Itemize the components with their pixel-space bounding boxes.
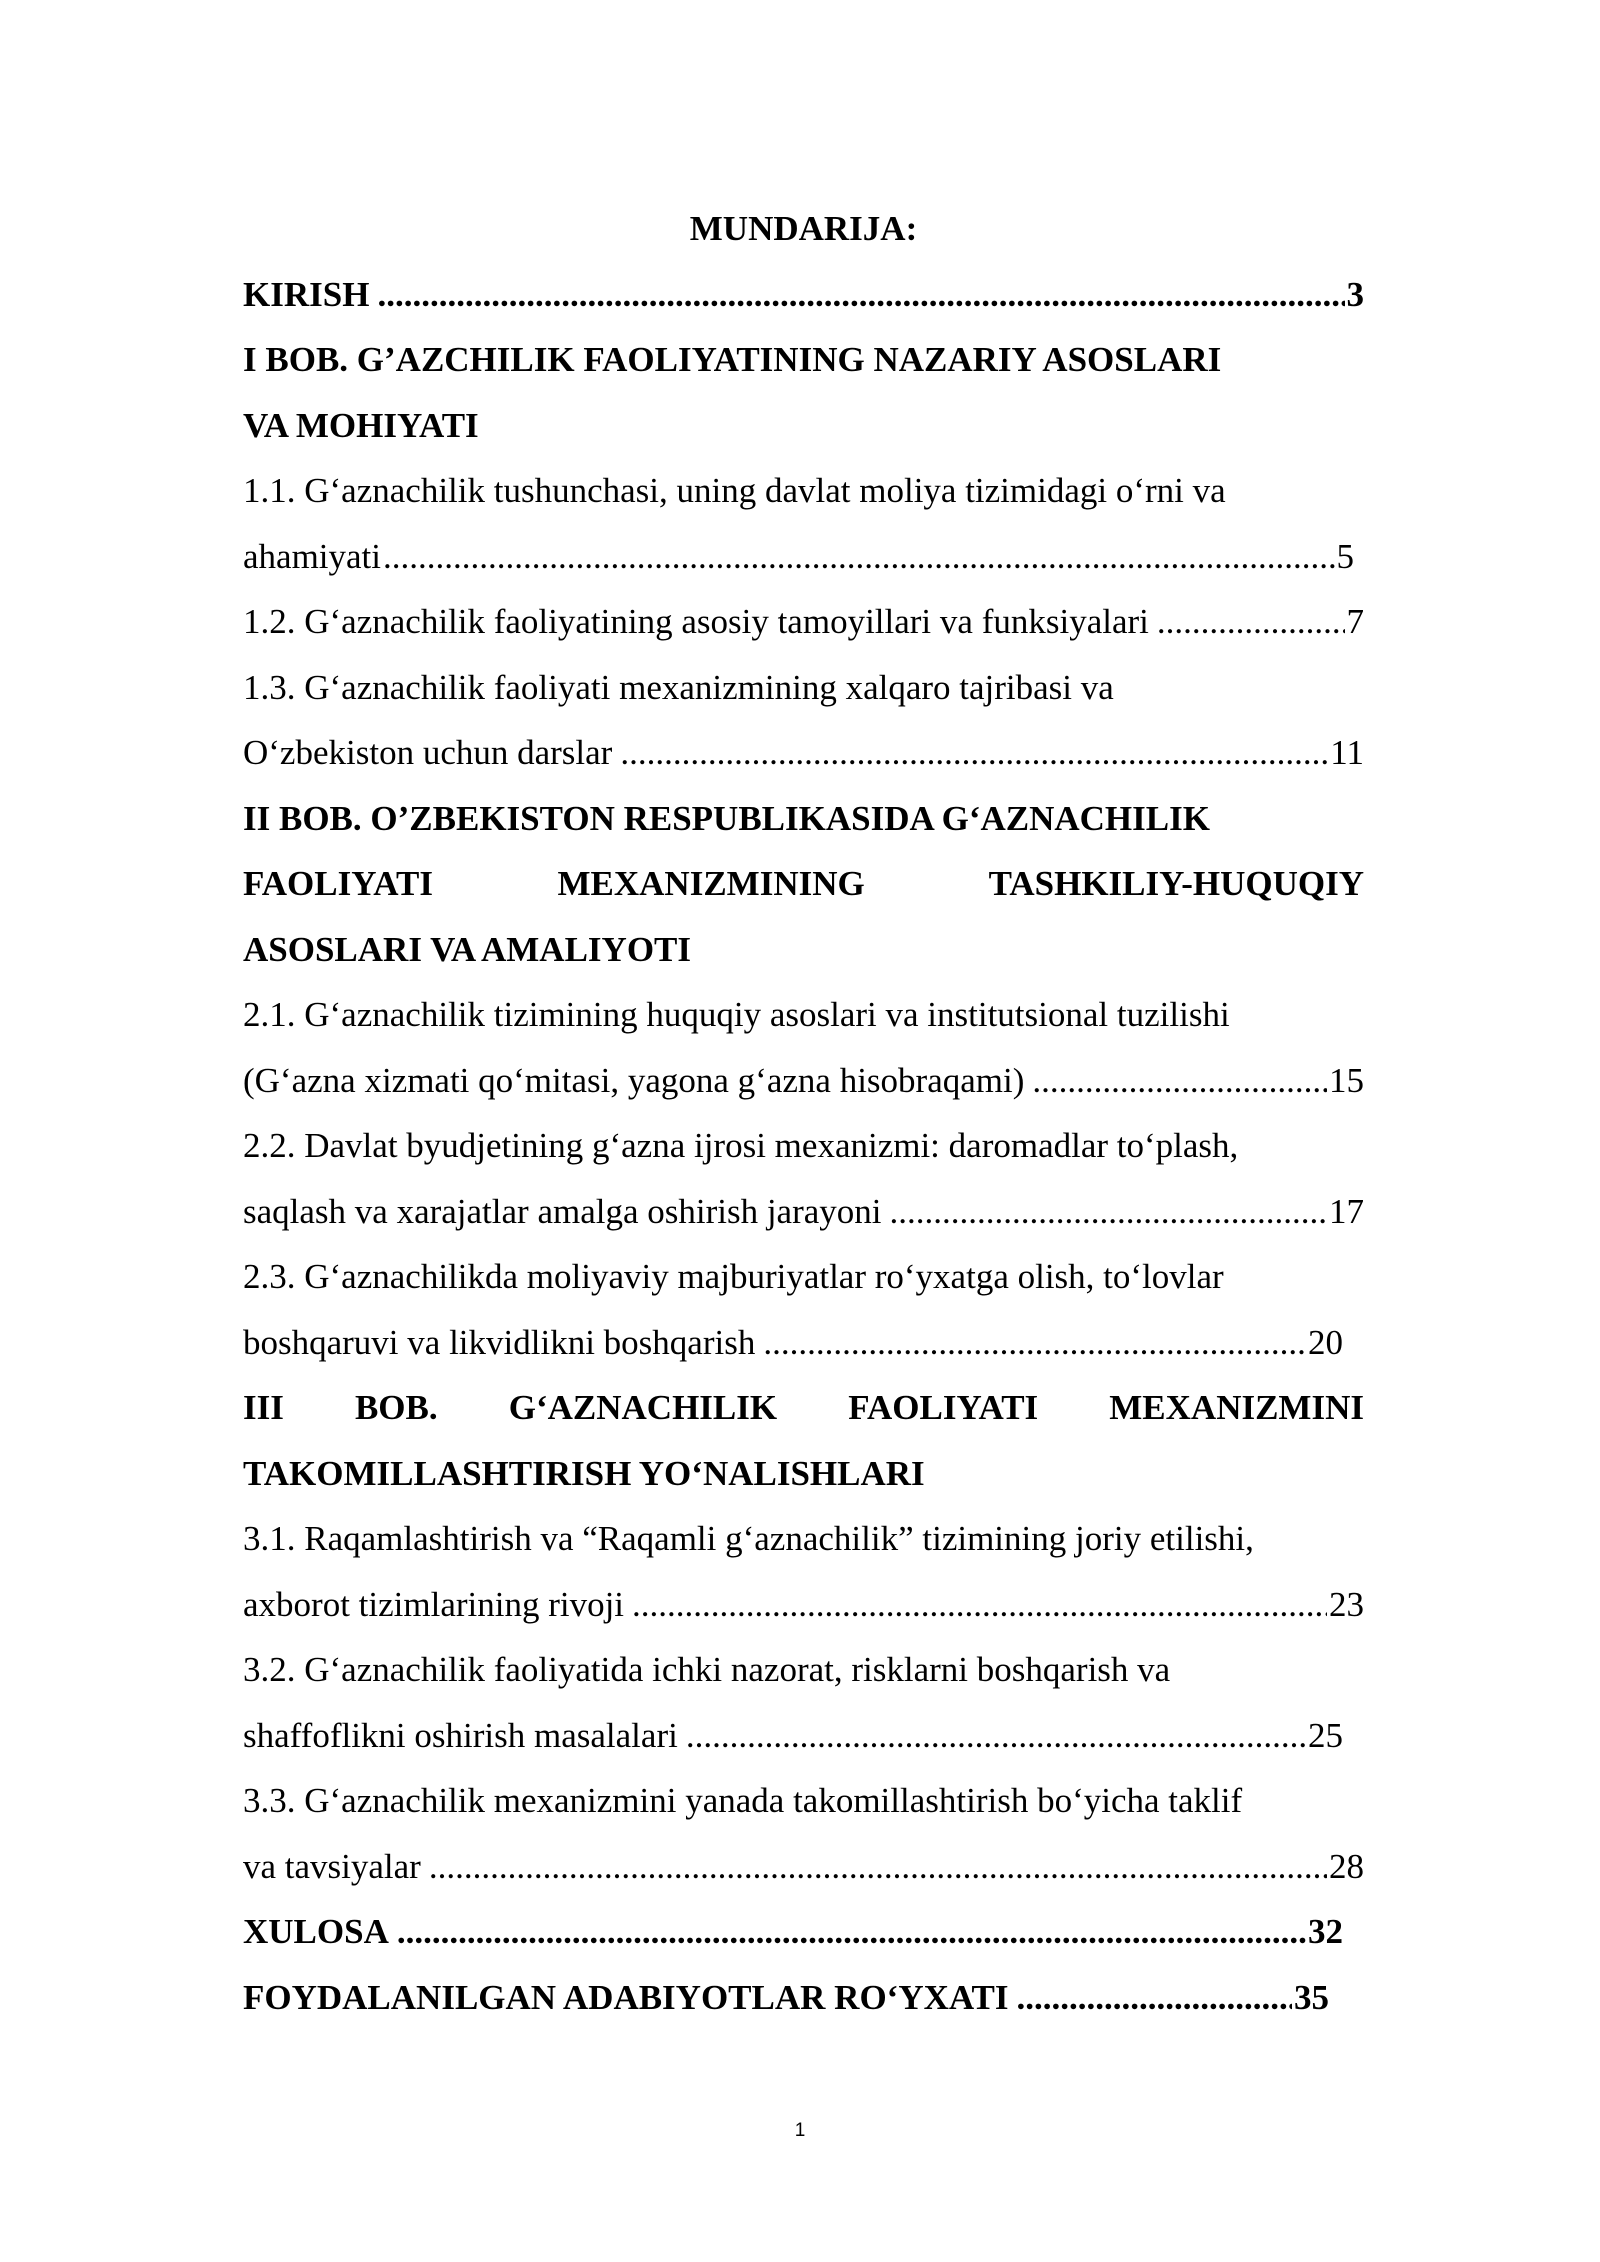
toc-page-number: 5 (1336, 536, 1354, 576)
chapter-2-heading-line3: ASOSLARI VA AMALIYOTI (243, 929, 692, 969)
section-line1: 1.1. G‘aznachilik tushunchasi, uning davlat moliya tizimidagi o‘rni va (243, 471, 1226, 510)
chapter-1-heading-line1: I BOB. G’AZCHILIK FAOLIYATINING NAZARIY ASOSLARI (243, 340, 1222, 379)
dot-leader (1032, 1048, 1327, 1114)
toc-chapter-2[interactable] (243, 786, 1364, 983)
toc-page-number: 23 (1329, 1584, 1364, 1624)
toc-page-number: 25 (1308, 1715, 1343, 1755)
chapter-heading-line (243, 327, 1364, 393)
toc-page-number: 15 (1329, 1060, 1364, 1100)
dot-leader (632, 1572, 1327, 1638)
chapter-3-heading-line2: TAKOMILLASHTIRISH YO‘NALISHLARI (243, 1453, 925, 1493)
toc-page-number: 7 (1346, 602, 1364, 641)
dot-leader (620, 720, 1328, 786)
toc-entry-label: XULOSA (243, 1912, 389, 1951)
toc-section-3-1[interactable] (243, 1506, 1364, 1637)
toc-page-number: 3 (1346, 274, 1364, 314)
chapter-2-heading-line2: FAOLIYATI MEXANIZMINING TASHKILIY-HUQUQIY (243, 864, 1364, 903)
toc-entry-adabiyotlar[interactable] (243, 1965, 1364, 2031)
section-line1: 2.3. G‘aznachilikda moliyaviy majburiyatlar ro‘yxatga olish, to‘lovlar (243, 1257, 1224, 1296)
toc-entry-label: va tavsiyalar (243, 1846, 421, 1886)
section-line1: 3.2. G‘aznachilik faoliyatida ichki nazorat, risklarni boshqarish va (243, 1650, 1171, 1689)
dot-leader (397, 1899, 1306, 1965)
dot-leader (1017, 1965, 1292, 2031)
toc-page-number: 28 (1329, 1846, 1364, 1886)
chapter-2-heading-line1: II BOB. O’ZBEKISTON RESPUBLIKASIDA G‘AZNACHILIK (243, 798, 1210, 838)
dot-leader (1157, 589, 1345, 655)
toc-section-2-2[interactable] (243, 1113, 1364, 1244)
toc-section-1-1[interactable] (243, 458, 1364, 589)
toc-chapter-1[interactable] (243, 327, 1364, 458)
table-of-contents (243, 196, 1364, 2030)
toc-entry-label: boshqaruvi va likvidlikni boshqarish (243, 1322, 756, 1362)
toc-title: MUNDARIJA: (689, 209, 918, 248)
toc-section-1-2[interactable] (243, 589, 1364, 655)
toc-entry-label: KIRISH (243, 274, 370, 314)
toc-entry-label: (G‘azna xizmati qo‘mitasi, yagona g‘azna hisobraqami) (243, 1060, 1025, 1100)
toc-section-1-3[interactable] (243, 655, 1364, 786)
toc-chapter-3[interactable] (243, 1375, 1364, 1506)
dot-leader (763, 1310, 1306, 1376)
toc-section-2-1[interactable] (243, 982, 1364, 1113)
dot-leader (383, 524, 1334, 590)
section-line1: 3.1. Raqamlashtirish va “Raqamli g‘aznachilik” tizimining joriy etilishi, (243, 1519, 1254, 1558)
section-line1: 1.3. G‘aznachilik faoliyati mexanizmining xalqaro tajribasi va (243, 667, 1114, 707)
page-number-footer: 1 (794, 2120, 806, 2141)
toc-section-3-2[interactable] (243, 1637, 1364, 1768)
toc-page-number: 11 (1330, 733, 1364, 772)
toc-entry-xulosa[interactable] (243, 1899, 1364, 1965)
toc-entry-label: FOYDALANILGAN ADABIYOTLAR RO‘YXATI (243, 1977, 1009, 2017)
toc-page-number: 32 (1308, 1912, 1343, 1951)
toc-entry-label: saqlash va xarajatlar amalga oshirish jarayoni (243, 1191, 882, 1231)
toc-page-number: 17 (1329, 1191, 1364, 1231)
dot-leader (377, 262, 1344, 328)
toc-entry-label: 1.2. G‘aznachilik faoliyatining asosiy tamoyillari va funksiyalari (243, 602, 1149, 641)
toc-page-number: 35 (1294, 1977, 1329, 2017)
section-line1: 2.2. Davlat byudjetining g‘azna ijrosi mexanizmi: daromadlar to‘plash, (243, 1126, 1239, 1165)
toc-entry-label: axborot tizimlarining rivoji (243, 1584, 625, 1624)
toc-entry-label: shaffoflikni oshirish masalalari (243, 1715, 678, 1755)
chapter-3-heading-line1: III BOB. G‘AZNACHILIK FAOLIYATI MEXANIZMINI (243, 1388, 1364, 1427)
section-line1: 2.1. G‘aznachilik tizimining huquqiy asoslari va institutsional tuzilishi (243, 995, 1230, 1034)
section-line1: 3.3. G‘aznachilik mexanizmini yanada takomillashtirish bo‘yicha taklif (243, 1781, 1243, 1820)
toc-page-number: 20 (1308, 1322, 1343, 1362)
dot-leader (890, 1179, 1327, 1245)
toc-section-2-3[interactable] (243, 1244, 1364, 1375)
toc-section-3-3[interactable] (243, 1768, 1364, 1899)
chapter-1-heading-line2: VA MOHIYATI (243, 405, 479, 445)
dot-leader (429, 1834, 1327, 1900)
toc-entry-label: ahamiyati (243, 536, 382, 576)
toc-entry-label: O‘zbekiston uchun darslar (243, 733, 613, 772)
dot-leader (686, 1703, 1306, 1769)
toc-entry-kirish[interactable] (243, 262, 1364, 328)
